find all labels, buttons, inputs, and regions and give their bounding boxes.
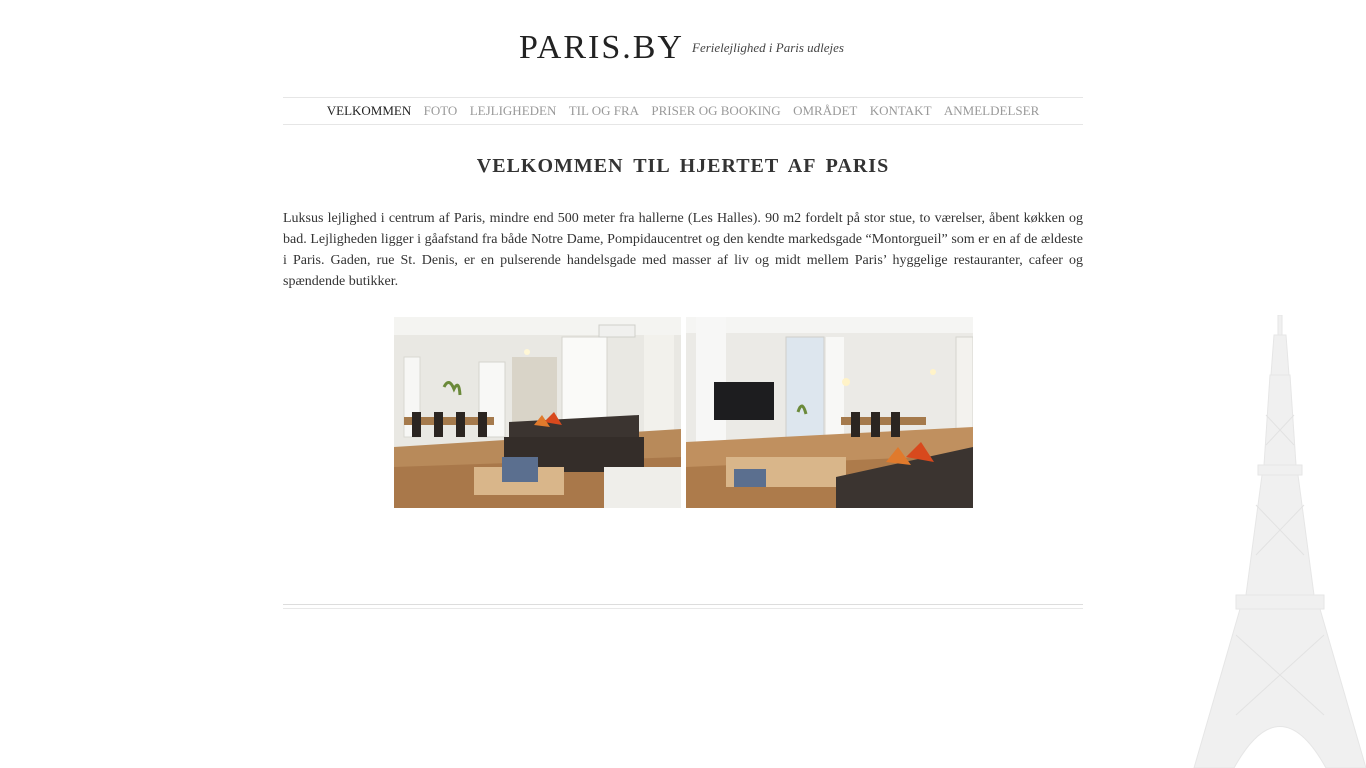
- site-header: [283, 0, 1083, 97]
- site-logo[interactable]: PARIS.BY: [519, 29, 684, 66]
- living-room-photo-1[interactable]: [394, 317, 681, 508]
- footer-divider: [283, 604, 1083, 609]
- eiffel-tower-image: [1166, 315, 1366, 768]
- nav-item-anmeldelser[interactable]: ANMELDELSER: [943, 103, 1040, 118]
- nav-item-kontakt[interactable]: KONTAKT: [869, 103, 932, 118]
- page-container: [283, 0, 1083, 508]
- page-title: VELKOMMEN TIL HJERTET AF PARIS: [476, 155, 890, 177]
- nav-item-priser-og-booking[interactable]: PRISER OG BOOKING: [651, 103, 781, 118]
- nav-item-lejligheden[interactable]: LEJLIGHEDEN: [469, 103, 557, 118]
- living-room-photo-2[interactable]: [686, 317, 973, 508]
- photo-row: [283, 317, 1083, 508]
- nav-item-foto[interactable]: FOTO: [423, 103, 458, 118]
- intro-paragraph: Luksus lejlighed i centrum af Paris, mindre end 500 meter fra hallerne (Les Halles). 90 m2 fordelt på stor stue, to værelser, åbent køkken og bad. Lejligheden ligger i gåafstand fra både Notre Dame, Pompidaucentret og den kendte markedsgade “Montorgueil” som er en af de ældeste i Paris. Gaden, rue St. Denis, er en pulserende handelsgade med masser af liv og midt mellem Paris’ hyggelige restauranter, cafeer og spændende butikker.: [283, 211, 1083, 289]
- main-navigation: [283, 97, 1083, 125]
- nav-item-velkommen[interactable]: VELKOMMEN: [326, 103, 412, 118]
- nav-item-omraadet[interactable]: OMRÅDET: [793, 103, 858, 118]
- nav-item-til-og-fra[interactable]: TIL OG FRA: [568, 103, 640, 118]
- site-tagline: Ferielejlighed i Paris udlejes: [692, 40, 844, 55]
